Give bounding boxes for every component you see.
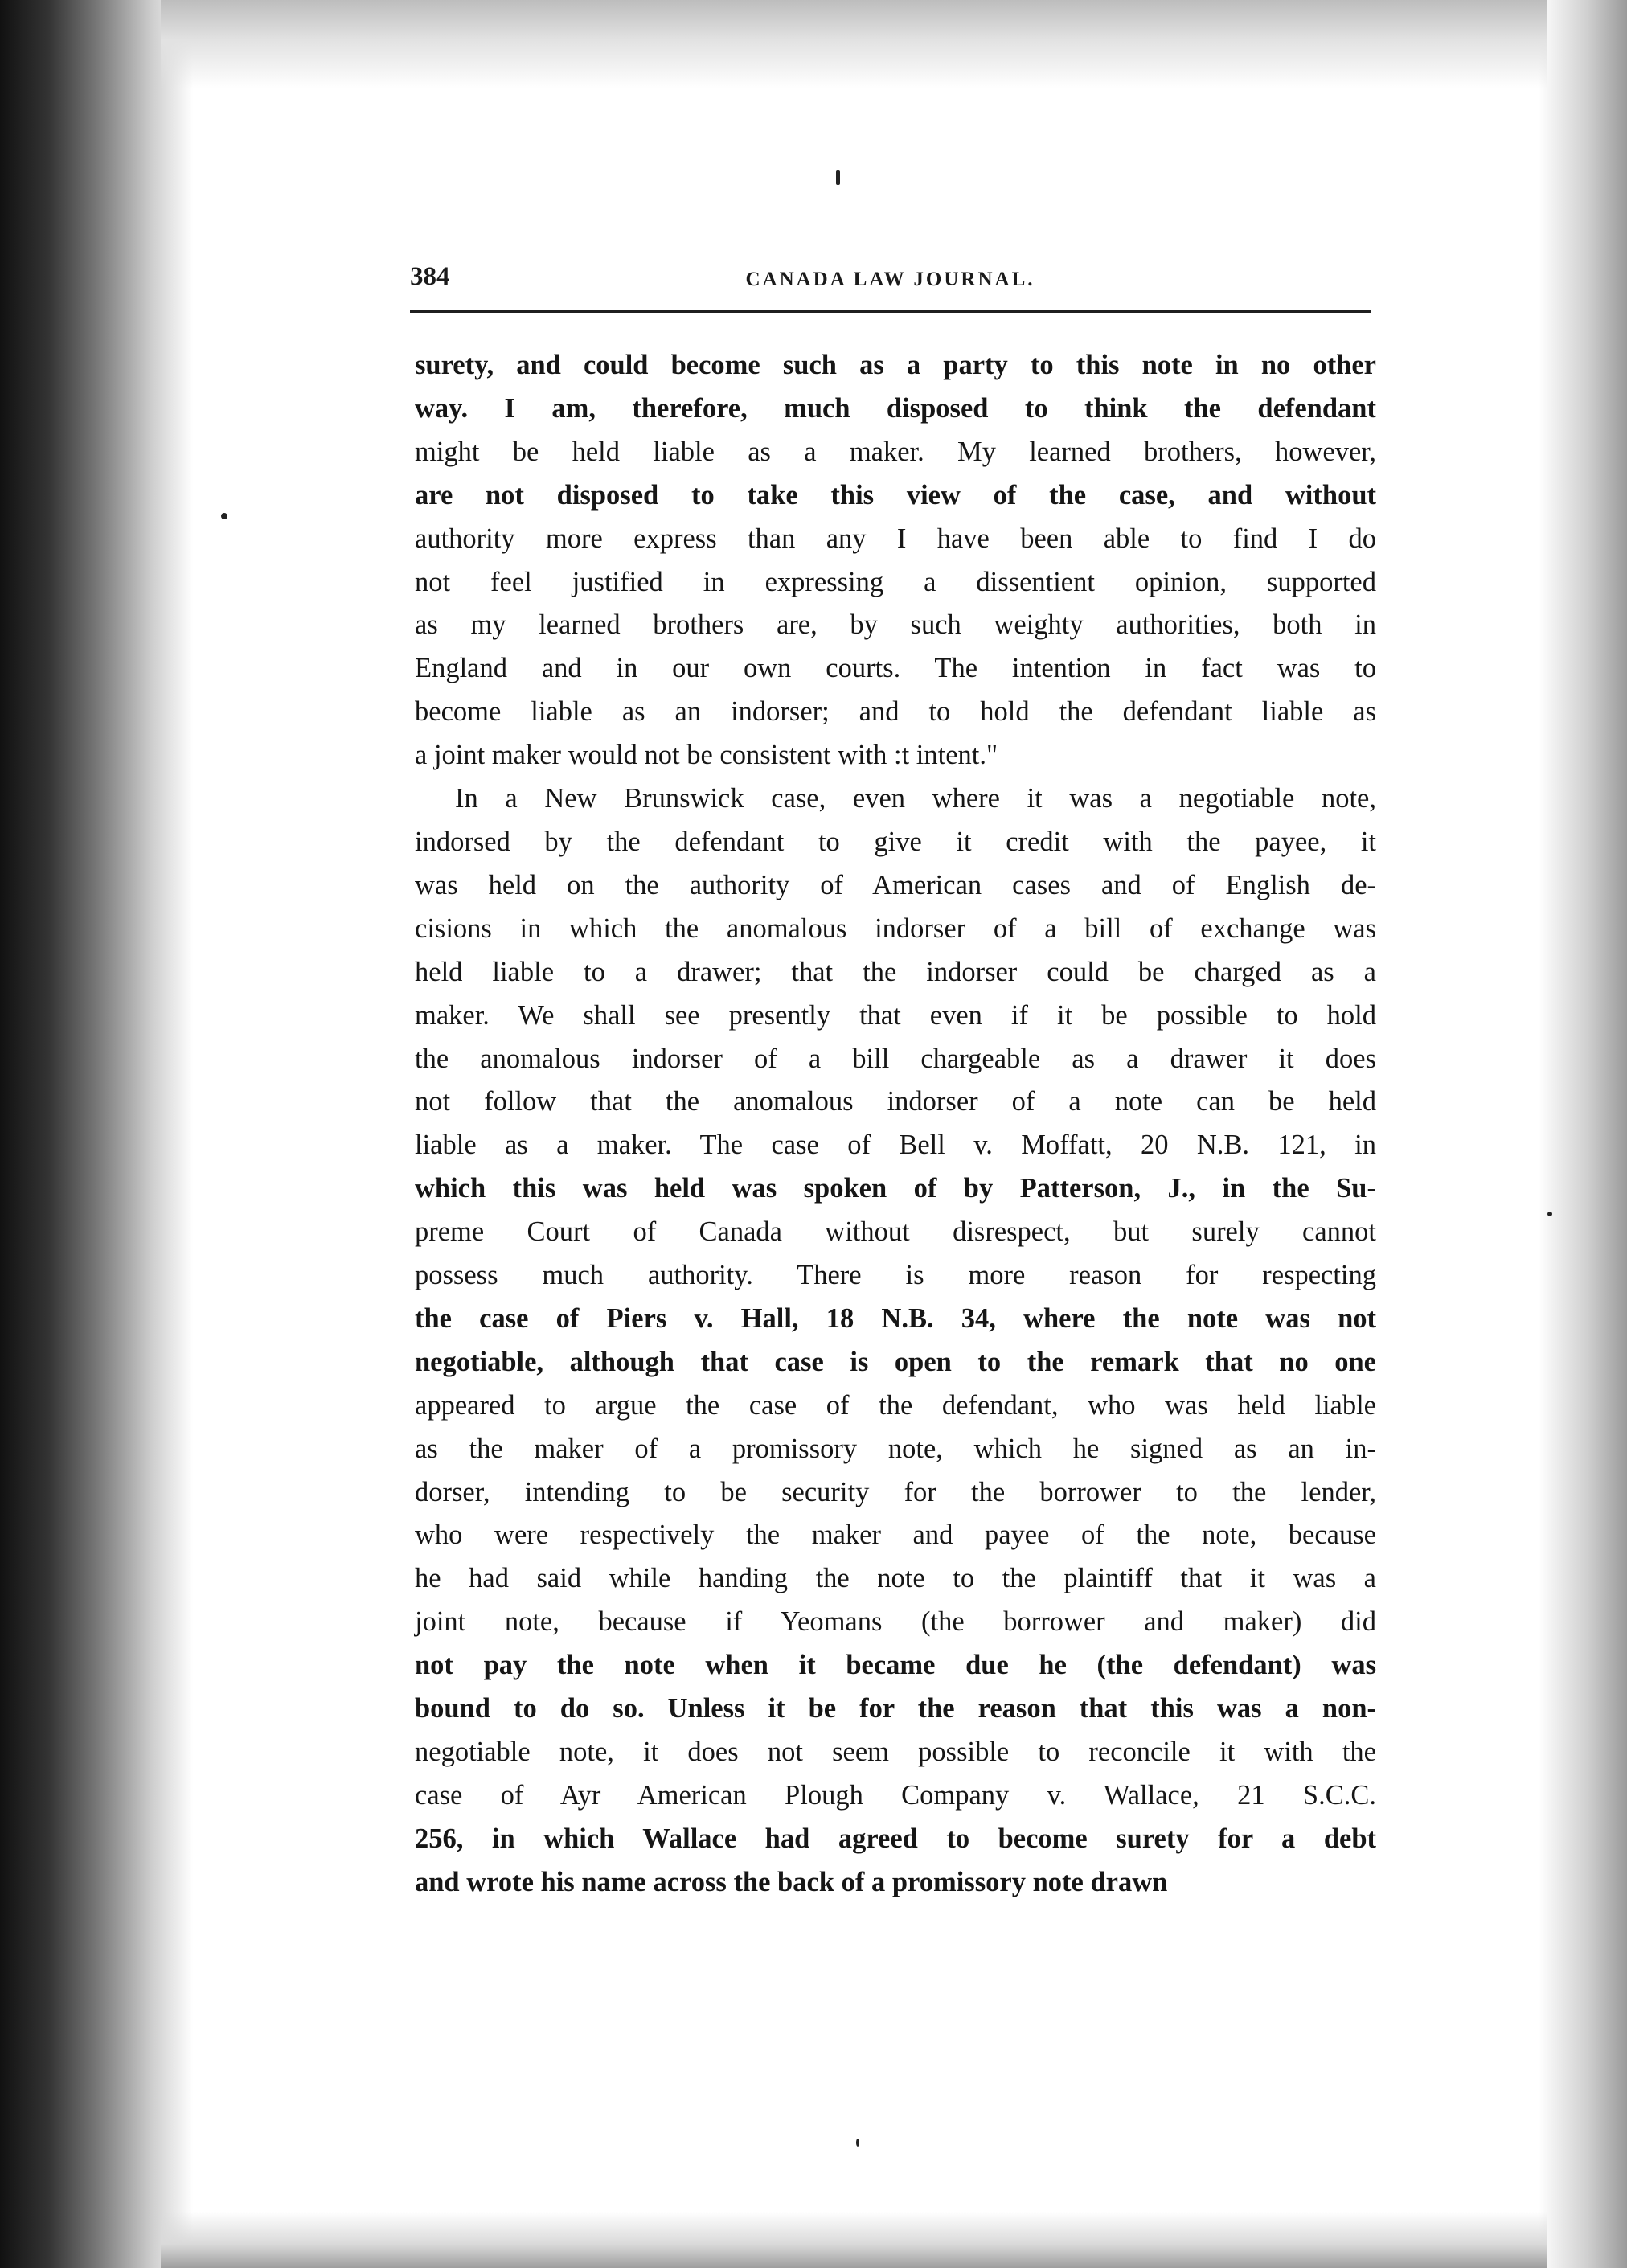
text-line: which this was held was spoken of by Patterson, J., in the Su-	[415, 1173, 1376, 1204]
text-line: he had said while handing the note to the plaintiff that it was a	[415, 1563, 1376, 1594]
scan-shadow-bottom	[161, 2212, 1547, 2268]
text-line: preme Court of Canada without disrespect, but surely cannot	[415, 1216, 1376, 1248]
text-line: as the maker of a promissory note, which he signed as an in-	[415, 1433, 1376, 1464]
text-line: held liable to a drawer; that the indorser could be charged as a	[415, 956, 1376, 987]
page-number: 384	[410, 262, 450, 291]
text-line: authority more express than any I have been able to find I do	[415, 523, 1376, 554]
header-rule	[410, 310, 1371, 313]
text-line: not follow that the anomalous indorser of a note can be held	[415, 1086, 1376, 1118]
text-line: and wrote his name across the back of a promissory note drawn	[415, 1866, 1168, 1897]
running-head: CANADA LAW JOURNAL.	[745, 269, 1035, 290]
text-line: a joint maker would not be consistent with :t intent."	[415, 740, 998, 771]
text-line: who were respectively the maker and payee of the note, because	[415, 1520, 1376, 1551]
text-line: joint note, because if Yeomans (the borrower and maker) did	[415, 1606, 1376, 1638]
page-header	[410, 262, 1371, 310]
text-line: In a New Brunswick case, even where it was a negotiable note,	[455, 783, 1376, 814]
text-line: not pay the note when it became due he (the defendant) was	[415, 1650, 1376, 1681]
text-line: dorser, intending to be security for the borrower to the lender,	[415, 1476, 1376, 1507]
scan-shadow-top	[161, 0, 1547, 88]
text-line: the anomalous indorser of a bill chargeable as a drawer it does	[415, 1043, 1376, 1074]
text-line: cisions in which the anomalous indorser of a bill of exchange was	[415, 913, 1376, 944]
scan-speck	[1547, 1212, 1552, 1216]
text-line: case of Ayr American Plough Company v. Wallace, 21 S.C.C.	[415, 1779, 1376, 1811]
text-line: become liable as an indorser; and to hold the defendant liable as	[415, 696, 1376, 728]
body-text	[415, 344, 1376, 1905]
text-line: England and in our own courts. The intention in fact was to	[415, 653, 1376, 684]
text-line: as my learned brothers are, by such weighty authorities, both in	[415, 609, 1376, 641]
text-line: negotiable note, it does not seem possible to reconcile it with the	[415, 1737, 1376, 1767]
text-line: might be held liable as a maker. My learned brothers, however,	[415, 436, 1376, 467]
scan-speck	[856, 2139, 859, 2147]
text-line: surety, and could become such as a party to this note in no other	[415, 350, 1376, 380]
scan-speck	[836, 170, 840, 185]
text-line: maker. We shall see presently that even if it be possible to hold	[415, 999, 1376, 1031]
text-line: bound to do so. Unless it be for the reason that this was a non-	[415, 1693, 1376, 1725]
text-line: was held on the authority of American cases and of English de-	[415, 869, 1376, 900]
text-line: not feel justified in expressing a dissentient opinion, supported	[415, 566, 1376, 597]
text-line: possess much authority. There is more reason for respecting	[415, 1260, 1376, 1291]
scan-shadow-right	[1539, 0, 1627, 2268]
paragraph-1	[415, 344, 1376, 777]
scan-speck	[221, 513, 227, 519]
text-line: the case of Piers v. Hall, 18 N.B. 34, where the note was not	[415, 1302, 1376, 1334]
text-line: liable as a maker. The case of Bell v. Moffatt, 20 N.B. 121, in	[415, 1130, 1376, 1161]
text-line: negotiable, although that case is open to the remark that no one	[415, 1346, 1376, 1377]
text-line: way. I am, therefore, much disposed to think the defendant	[415, 392, 1376, 424]
text-line: are not disposed to take this view of the case, and without	[415, 479, 1376, 511]
text-line: 256, in which Wallace had agreed to become surety for a debt	[415, 1823, 1376, 1854]
text-line: indorsed by the defendant to give it credit with the payee, it	[415, 826, 1376, 857]
paragraph-2	[415, 777, 1376, 1905]
text-line: appeared to argue the case of the defendant, who was held liable	[415, 1389, 1376, 1421]
scan-shadow-left	[0, 0, 193, 2268]
